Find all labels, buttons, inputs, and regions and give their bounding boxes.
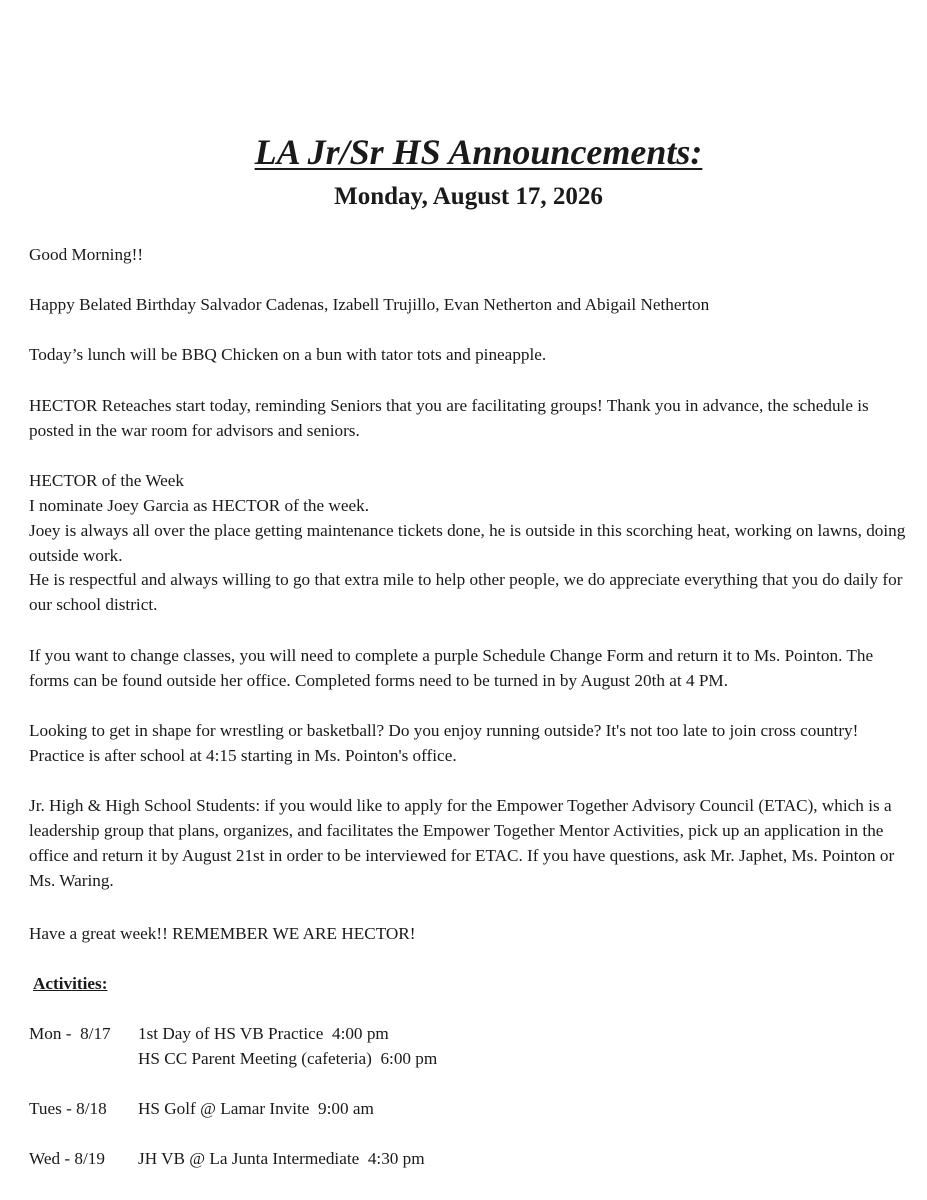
cross-country-announcement: Looking to get in shape for wrestling or basketball? Do you enjoy running outside? It's not too late to join cross country! Practice is after school at 4:15 starting in Ms. Pointon's office. (29, 721, 859, 765)
lunch-announcement: Today’s lunch will be BBQ Chicken on a bun with tator tots and pineapple. (29, 345, 547, 364)
announcement-date: Monday, August 17, 2026 (334, 183, 603, 210)
activity-event: HS CC Parent Meeting (cafeteria) 6:00 pm (138, 1049, 438, 1068)
activity-event: HS Golf @ Lamar Invite 9:00 am (138, 1099, 374, 1118)
hector-appreciation: He is respectful and always willing to go that extra mile to help other people, we do appreciate everything that you do daily for our school district. (29, 570, 903, 614)
activity-event: 1st Day of HS VB Practice 4:00 pm (138, 1024, 389, 1043)
schedule-change-announcement: If you want to change classes, you will need to complete a purple Schedule Change Form and return it to Ms. Pointon. The forms can be found outside her office. Completed forms need to be turned in by August 20th at 4 PM. (29, 646, 874, 690)
reteach-announcement: HECTOR Reteaches start today, reminding Seniors that you are facilitating groups! Thank you in advance, the schedule is posted in the war room for advisors and seniors. (29, 396, 869, 440)
activities-heading: Activities: (33, 974, 108, 993)
closing-message: Have a great week!! REMEMBER WE ARE HECTOR! (29, 924, 416, 943)
birthday-announcement: Happy Belated Birthday Salvador Cadenas, Izabell Trujillo, Evan Netherton and Abigail Netherton (29, 295, 710, 314)
etac-announcement: Jr. High & High School Students: if you would like to apply for the Empower Together Advisory Council (ETAC), which is a leadership group that plans, organizes, and facilitates the Empower Together Mentor Activities, pick up an application in the office and return it by August 21st in order to be interviewed for ETAC. If you have questions, ask Mr. Japhet, Ms. Pointon or Ms. Waring. (29, 796, 895, 890)
hector-week-heading: HECTOR of the Week (29, 471, 185, 490)
greeting: Good Morning!! (29, 245, 144, 264)
activity-event: JH VB @ La Junta Intermediate 4:30 pm (138, 1149, 425, 1168)
activity-day: Wed - 8/19 (29, 1149, 105, 1168)
activity-day: Mon - 8/17 (29, 1024, 111, 1043)
hector-nomination: I nominate Joey Garcia as HECTOR of the week. (29, 496, 369, 515)
activity-day: Tues - 8/18 (29, 1099, 107, 1118)
hector-description: Joey is always all over the place getting maintenance tickets done, he is outside in this scorching heat, working on lawns, doing outside work. (29, 521, 906, 565)
page-title: LA Jr/Sr HS Announcements: (254, 132, 703, 172)
